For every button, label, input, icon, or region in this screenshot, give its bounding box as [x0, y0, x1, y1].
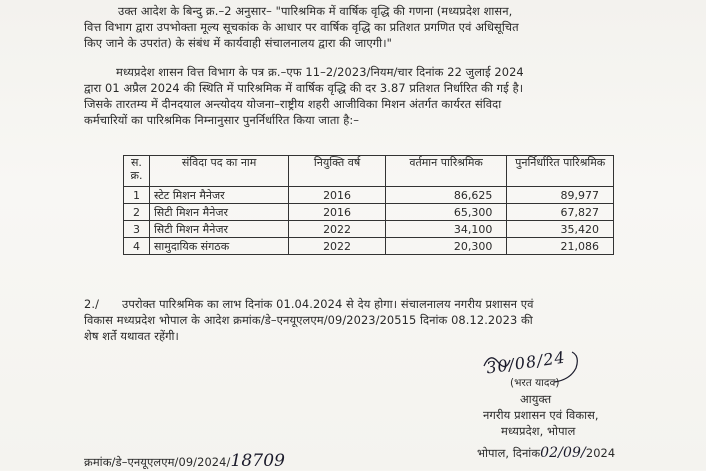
row-current: 20,300 — [385, 238, 507, 255]
row-current: 34,100 — [385, 221, 507, 238]
para2-line3: जिसके तारतम्य में दीनदयाल अन्त्योदय योजना–राष्ट्रीय शहरी आजीविका मिशन अंतर्गत कार्यरत संविदा — [84, 97, 502, 111]
para1-line1: उक्त आदेश के बिन्दु क्र.–2 अनुसार– "पारिश्रमिक में वार्षिक वृद्धि की गणना (मध्यप्रदेश शासन, — [118, 4, 513, 18]
signatory-state: मध्यप्रदेश, भोपाल — [501, 424, 576, 438]
para3-line2: विकास मध्यप्रदेश भोपाल के आदेश क्रमांक/डे–एनयूएलएम/09/2023/20515 दिनांक 08.12.2023 की — [84, 313, 533, 327]
row-revised: 21,086 — [507, 238, 614, 255]
row-current: 86,625 — [385, 187, 507, 204]
row-revised: 67,827 — [507, 204, 614, 221]
footer-ref-number: 18709 — [230, 451, 286, 471]
para2-line4: कर्मचारियों का पारिश्रमिक निम्नानुसार पुनर्निर्धारित किया जाता है:– — [84, 113, 360, 127]
header-sn: स. क्र. — [124, 156, 150, 187]
footer-ref-prefix: क्रमांक/डे–एनयूएलएम/09/2024/ — [84, 455, 231, 469]
sign-date-year: 2024 — [585, 446, 616, 460]
row-current: 65,300 — [385, 204, 507, 221]
table-row — [124, 238, 614, 255]
signature-handwritten-date: 30/08/24 — [485, 347, 567, 378]
signatory-designation: आयुक्त — [520, 392, 552, 406]
para3-line3: शेष शर्ते यथावत रहेंगी। — [84, 329, 179, 343]
salary-table — [123, 155, 614, 255]
sign-date-handwritten: 02/09/ — [540, 445, 586, 461]
row-year: 2022 — [289, 238, 386, 255]
header-post: संविदा पद का नाम — [149, 156, 288, 187]
row-sn: 2 — [124, 204, 150, 221]
signatory-name: (भरत यादव) — [510, 377, 560, 389]
header-year: नियुक्ति वर्ष — [289, 156, 386, 187]
para2-line1: मध्यप्रदेश शासन वित्त विभाग के पत्र क्र.–एफ 11–2/2023/नियम/चार दिनांक 22 जुलाई 2024 — [116, 65, 524, 79]
row-revised: 35,420 — [507, 221, 614, 238]
table-header-row — [124, 156, 614, 187]
para1-line2: वित्त विभाग द्वारा उपभोक्ता मूल्य सूचकांक के आधार पर वार्षिक वृद्धि का प्रतिशत प्रगणित एवं अधिसूचित — [84, 20, 519, 34]
para2-line2: द्वारा 01 अप्रैल 2024 की स्थिति में पारिश्रमिक में वार्षिक वृद्धि की दर 3.87 प्रतिशत निर्धारित की गई है। — [84, 81, 524, 95]
table-row — [124, 187, 614, 204]
table-row — [124, 204, 614, 221]
row-sn: 4 — [124, 238, 150, 255]
footer-ref — [84, 451, 286, 471]
row-year: 2022 — [289, 221, 386, 238]
header-revised: पुनर्निर्धारित पारिश्रमिक — [507, 156, 614, 187]
row-revised: 89,977 — [507, 187, 614, 204]
para1-line3: किए जाने के उपरांत) के संबंध में कार्यवाही संचालनालय द्वारा की जाएगी।" — [84, 36, 392, 50]
sign-date-prefix: भोपाल, दिनांक — [477, 446, 541, 460]
row-post: सामुदायिक संगठक — [149, 238, 288, 255]
row-year: 2016 — [289, 204, 386, 221]
para3-number: 2./ — [84, 297, 100, 311]
row-post: सिटी मिशन मैनेजर — [149, 221, 288, 238]
header-current: वर्तमान पारिश्रमिक — [385, 156, 507, 187]
table-row — [124, 221, 614, 238]
row-sn: 3 — [124, 221, 150, 238]
row-sn: 1 — [124, 187, 150, 204]
row-post: स्टेट मिशन मैनेजर — [149, 187, 288, 204]
sign-date — [477, 446, 615, 460]
row-post: सिटी मिशन मैनेजर — [149, 204, 288, 221]
para3-line1: उपरोक्त पारिश्रमिक का लाभ दिनांक 01.04.2024 से देय होगा। संचालनालय नगरीय प्रशासन एवं — [122, 297, 534, 311]
signatory-department: नगरीय प्रशासन एवं विकास, — [483, 408, 599, 422]
row-year: 2016 — [289, 187, 386, 204]
